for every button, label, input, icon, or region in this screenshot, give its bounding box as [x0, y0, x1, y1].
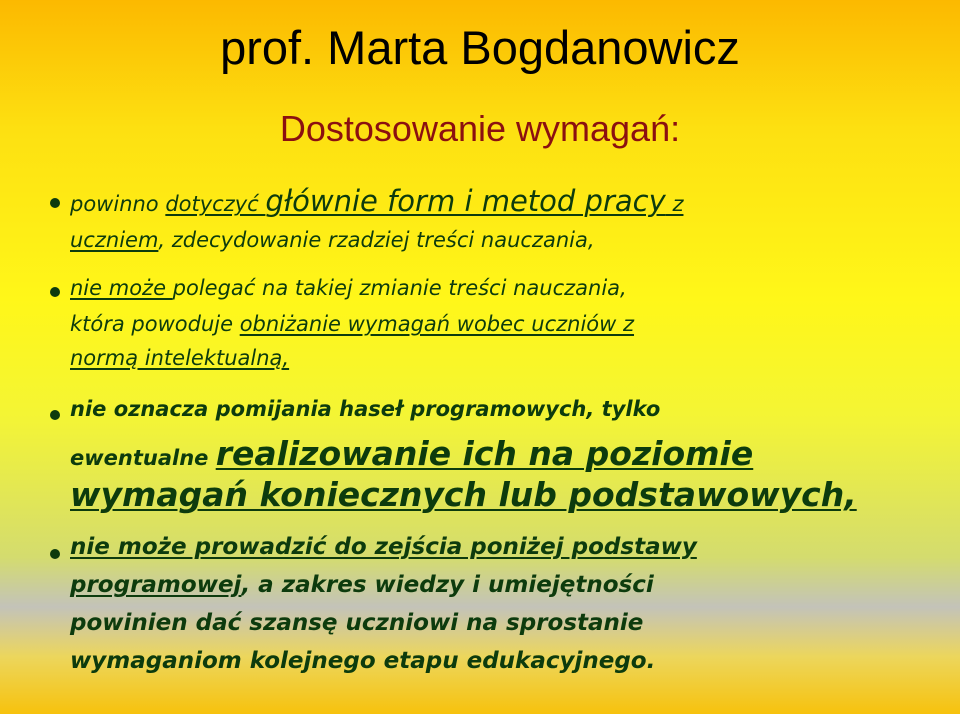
- text-span: polegać na takiej zmianie treści nauczania,: [172, 276, 627, 300]
- bullet-marker: [50, 287, 60, 297]
- bullet-3-line-1: [70, 397, 660, 421]
- bullet-1-line-1: [70, 184, 683, 218]
- bullet-4-line-2: [70, 572, 654, 598]
- text-span: normą intelektualną,: [70, 346, 290, 370]
- text-span: nie oznacza pomijania haseł programowych, tylko: [70, 397, 661, 421]
- bullet-4-line-3: [70, 610, 643, 636]
- text-span: obniżanie wymagań wobec uczniów z: [239, 312, 635, 336]
- bullet-2-line-2: [70, 312, 634, 336]
- text-span: wymaganiom kolejnego etapu edukacyjnego.: [70, 648, 656, 674]
- bullet-marker: [50, 198, 60, 208]
- text-span: ewentualne: [70, 446, 216, 470]
- bullet-marker: [50, 549, 60, 559]
- bullet-2-line-3: [70, 346, 289, 370]
- bullet-4-line-4: [70, 648, 655, 674]
- bullet-2-line-1: [70, 276, 627, 300]
- slide-title: prof. Marta Bogdanowicz: [220, 21, 740, 74]
- text-span: powinien dać szansę uczniowi na sprostanie: [70, 610, 644, 636]
- text-span: nie może prowadzić do zejścia poniżej podstawy: [70, 534, 697, 560]
- text-span: nie może: [70, 276, 173, 300]
- text-span: programowej: [70, 572, 242, 598]
- bullet-3-line-3: [70, 475, 857, 514]
- bullet-marker: [50, 410, 60, 420]
- text-span: która powoduje: [70, 312, 240, 336]
- bullet-4-line-1: [70, 534, 697, 560]
- text-span: uczniem: [70, 228, 159, 252]
- slide-subtitle: Dostosowanie wymagań:: [279, 108, 681, 149]
- bullet-3-line-2: [70, 434, 753, 473]
- text-span: głównie form i metod pracy: [265, 184, 666, 218]
- text-span: z: [665, 192, 684, 216]
- text-span: powinno: [70, 192, 166, 216]
- text-span: , zdecydowanie rzadziej treści nauczania,: [158, 228, 595, 252]
- text-span: dotyczyć: [165, 192, 266, 216]
- text-span: wymagań koniecznych lub podstawowych,: [70, 475, 857, 514]
- text-span: , a zakres wiedzy i umiejętności: [241, 572, 654, 598]
- text-span: realizowanie ich na poziomie: [215, 434, 754, 473]
- bullet-1-line-2: [70, 228, 595, 252]
